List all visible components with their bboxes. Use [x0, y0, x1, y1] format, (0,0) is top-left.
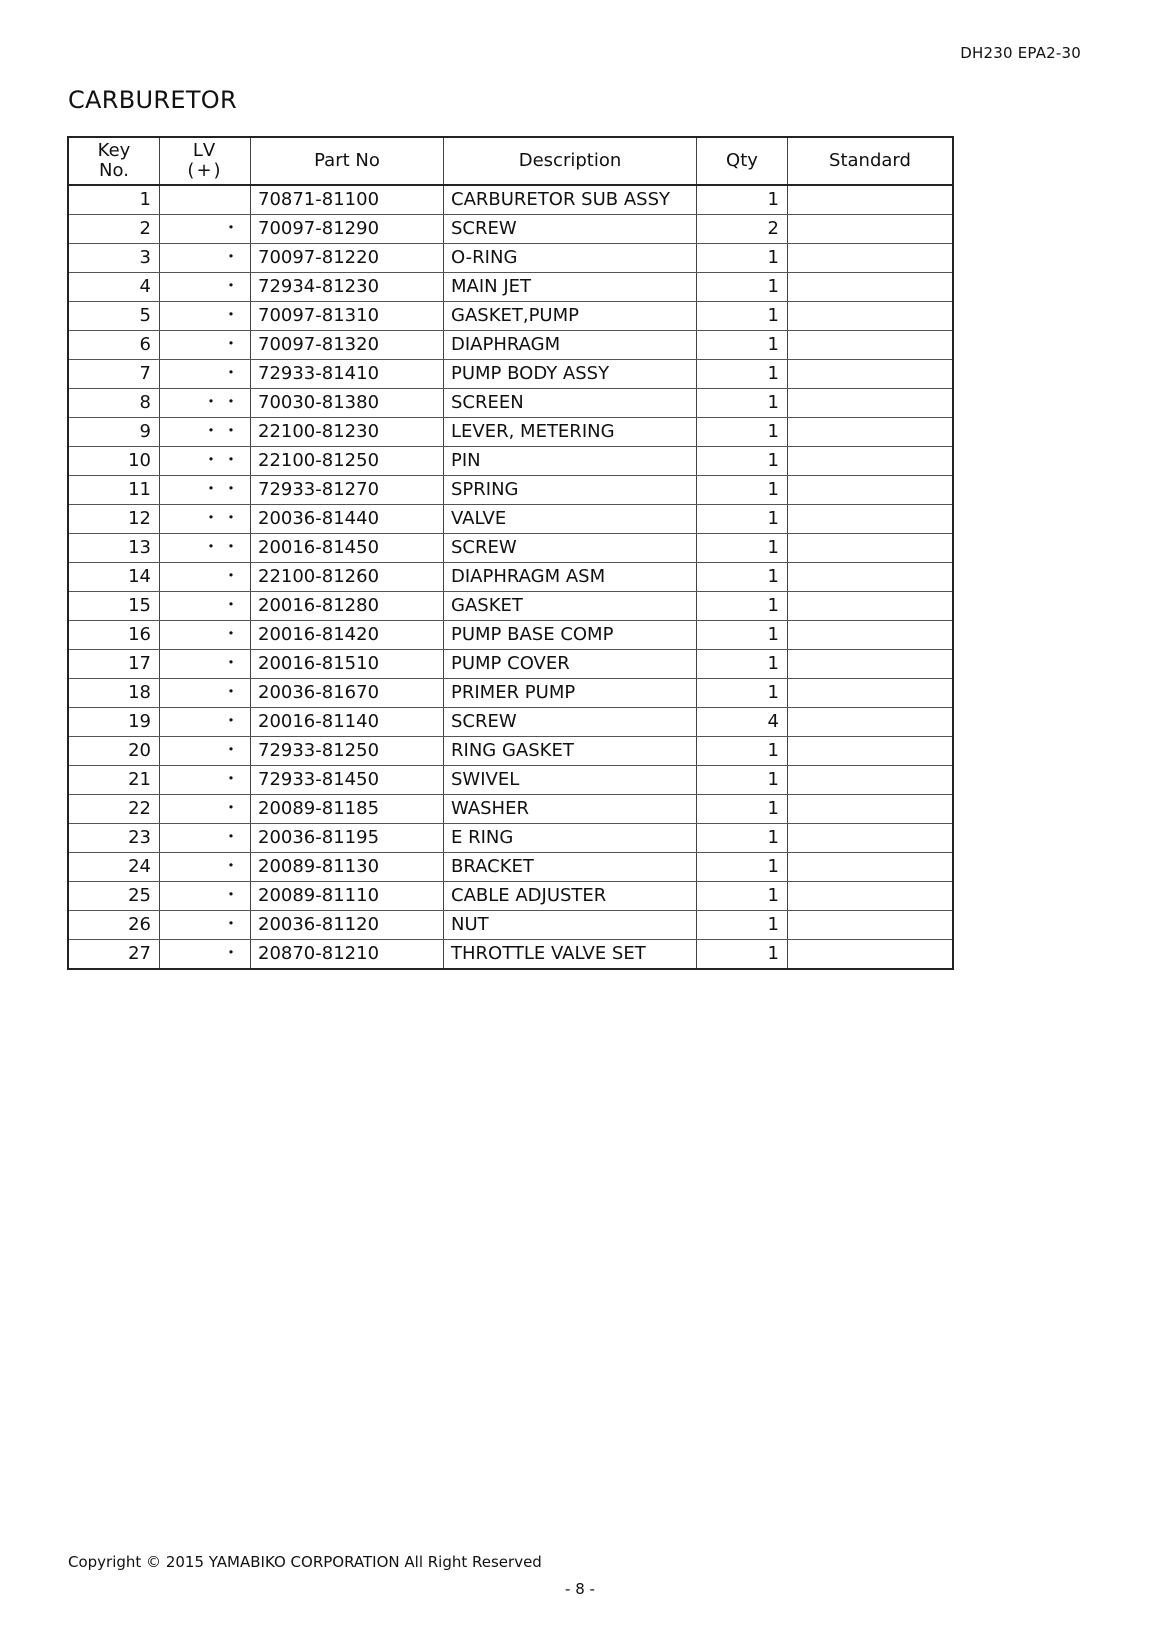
cell-part-no: 22100-81260: [251, 563, 444, 592]
cell-part-no: 20036-81120: [251, 911, 444, 940]
cell-standard: [788, 882, 954, 911]
cell-standard: [788, 853, 954, 882]
cell-key-no: 21: [68, 766, 160, 795]
cell-key-no: 22: [68, 795, 160, 824]
cell-part-no: 72933-81250: [251, 737, 444, 766]
table-row: [68, 215, 953, 244]
table-row: [68, 302, 953, 331]
cell-level: ・: [160, 331, 251, 360]
cell-key-no: 8: [68, 389, 160, 418]
parts-table: [67, 136, 954, 970]
cell-description: GASKET: [444, 592, 697, 621]
table-row: [68, 824, 953, 853]
cell-level: ・: [160, 563, 251, 592]
cell-key-no: 23: [68, 824, 160, 853]
cell-part-no: 72933-81450: [251, 766, 444, 795]
cell-level: ・: [160, 795, 251, 824]
cell-qty: 1: [697, 563, 788, 592]
cell-part-no: 20016-81420: [251, 621, 444, 650]
table-row: [68, 185, 953, 215]
table-row: [68, 273, 953, 302]
cell-level: ・・: [160, 418, 251, 447]
table-row: [68, 331, 953, 360]
cell-standard: [788, 331, 954, 360]
cell-level: ・: [160, 737, 251, 766]
cell-standard: [788, 679, 954, 708]
cell-qty: 1: [697, 534, 788, 563]
cell-qty: 1: [697, 795, 788, 824]
cell-key-no: 9: [68, 418, 160, 447]
cell-part-no: 70097-81310: [251, 302, 444, 331]
cell-standard: [788, 563, 954, 592]
cell-description: PUMP BODY ASSY: [444, 360, 697, 389]
column-header-lv: [160, 137, 251, 185]
page-number: - 8 -: [565, 1580, 595, 1598]
cell-part-no: 72934-81230: [251, 273, 444, 302]
cell-qty: 1: [697, 766, 788, 795]
cell-part-no: 20089-81185: [251, 795, 444, 824]
cell-key-no: 16: [68, 621, 160, 650]
cell-level: ・: [160, 708, 251, 737]
cell-description: CABLE ADJUSTER: [444, 882, 697, 911]
cell-qty: 1: [697, 447, 788, 476]
table-row: [68, 795, 953, 824]
cell-key-no: 18: [68, 679, 160, 708]
column-header-key-line1: Key: [97, 140, 131, 161]
cell-key-no: 2: [68, 215, 160, 244]
cell-part-no: 20016-81510: [251, 650, 444, 679]
cell-qty: 1: [697, 505, 788, 534]
cell-part-no: 20089-81110: [251, 882, 444, 911]
cell-standard: [788, 795, 954, 824]
cell-qty: 1: [697, 244, 788, 273]
cell-level: ・: [160, 911, 251, 940]
cell-description: SCREW: [444, 215, 697, 244]
parts-table-header: [68, 137, 953, 185]
cell-standard: [788, 273, 954, 302]
cell-level: ・: [160, 273, 251, 302]
cell-level: ・: [160, 215, 251, 244]
cell-qty: 1: [697, 853, 788, 882]
table-row: [68, 418, 953, 447]
cell-qty: 1: [697, 911, 788, 940]
cell-level: ・: [160, 244, 251, 273]
cell-description: CARBURETOR SUB ASSY: [444, 185, 697, 215]
cell-level: ・: [160, 650, 251, 679]
table-row: [68, 737, 953, 766]
cell-key-no: 6: [68, 331, 160, 360]
cell-description: DIAPHRAGM ASM: [444, 563, 697, 592]
table-row: [68, 679, 953, 708]
cell-description: SCREW: [444, 708, 697, 737]
cell-part-no: 20870-81210: [251, 940, 444, 970]
cell-standard: [788, 766, 954, 795]
cell-description: PRIMER PUMP: [444, 679, 697, 708]
cell-standard: [788, 360, 954, 389]
cell-description: BRACKET: [444, 853, 697, 882]
cell-key-no: 7: [68, 360, 160, 389]
cell-standard: [788, 476, 954, 505]
cell-key-no: 19: [68, 708, 160, 737]
table-row: [68, 882, 953, 911]
cell-part-no: 20016-81140: [251, 708, 444, 737]
cell-standard: [788, 302, 954, 331]
page-title: CARBURETOR: [68, 86, 237, 114]
cell-key-no: 20: [68, 737, 160, 766]
column-header-standard: Standard: [788, 137, 954, 185]
cell-part-no: 72933-81270: [251, 476, 444, 505]
cell-level: ・: [160, 940, 251, 970]
cell-standard: [788, 592, 954, 621]
cell-key-no: 5: [68, 302, 160, 331]
cell-qty: 1: [697, 185, 788, 215]
cell-level: ・: [160, 882, 251, 911]
cell-part-no: 70097-81290: [251, 215, 444, 244]
cell-qty: 1: [697, 824, 788, 853]
cell-standard: [788, 244, 954, 273]
cell-qty: 1: [697, 737, 788, 766]
table-row: [68, 708, 953, 737]
cell-description: SPRING: [444, 476, 697, 505]
cell-qty: 1: [697, 940, 788, 970]
cell-key-no: 1: [68, 185, 160, 215]
table-row: [68, 621, 953, 650]
table-row: [68, 563, 953, 592]
cell-standard: [788, 911, 954, 940]
column-header-description: Description: [444, 137, 697, 185]
cell-qty: 1: [697, 418, 788, 447]
cell-standard: [788, 389, 954, 418]
cell-key-no: 14: [68, 563, 160, 592]
cell-qty: 1: [697, 679, 788, 708]
cell-part-no: 70097-81320: [251, 331, 444, 360]
table-row: [68, 476, 953, 505]
cell-qty: 1: [697, 882, 788, 911]
cell-standard: [788, 505, 954, 534]
cell-standard: [788, 185, 954, 215]
column-header-key-line2: No.: [99, 160, 129, 181]
cell-qty: 4: [697, 708, 788, 737]
table-row: [68, 650, 953, 679]
cell-level: ・・: [160, 505, 251, 534]
cell-key-no: 13: [68, 534, 160, 563]
table-row: [68, 940, 953, 970]
cell-key-no: 27: [68, 940, 160, 970]
cell-standard: [788, 215, 954, 244]
header-row: [68, 137, 953, 185]
cell-description: PIN: [444, 447, 697, 476]
cell-part-no: 20036-81440: [251, 505, 444, 534]
cell-qty: 1: [697, 331, 788, 360]
cell-part-no: 20016-81450: [251, 534, 444, 563]
cell-level: ・・: [160, 389, 251, 418]
cell-qty: 1: [697, 360, 788, 389]
cell-part-no: 22100-81250: [251, 447, 444, 476]
cell-part-no: 22100-81230: [251, 418, 444, 447]
cell-level: ・・: [160, 476, 251, 505]
cell-qty: 1: [697, 273, 788, 302]
cell-key-no: 26: [68, 911, 160, 940]
column-header-lv-line2: (+): [187, 160, 223, 181]
cell-part-no: 20036-81195: [251, 824, 444, 853]
cell-description: SWIVEL: [444, 766, 697, 795]
cell-qty: 2: [697, 215, 788, 244]
cell-key-no: 4: [68, 273, 160, 302]
parts-table-body: [68, 185, 953, 969]
cell-standard: [788, 708, 954, 737]
cell-description: RING GASKET: [444, 737, 697, 766]
cell-key-no: 17: [68, 650, 160, 679]
cell-standard: [788, 650, 954, 679]
cell-standard: [788, 824, 954, 853]
cell-part-no: 70097-81220: [251, 244, 444, 273]
cell-standard: [788, 940, 954, 970]
cell-level: ・: [160, 592, 251, 621]
cell-key-no: 12: [68, 505, 160, 534]
cell-standard: [788, 621, 954, 650]
cell-description: THROTTLE VALVE SET: [444, 940, 697, 970]
table-row: [68, 244, 953, 273]
table-row: [68, 389, 953, 418]
cell-qty: 1: [697, 621, 788, 650]
cell-key-no: 24: [68, 853, 160, 882]
column-header-key-no: [68, 137, 160, 185]
table-row: [68, 360, 953, 389]
cell-qty: 1: [697, 592, 788, 621]
cell-key-no: 15: [68, 592, 160, 621]
column-header-part-no: Part No: [251, 137, 444, 185]
cell-level: ・: [160, 360, 251, 389]
cell-description: NUT: [444, 911, 697, 940]
cell-standard: [788, 737, 954, 766]
cell-part-no: 72933-81410: [251, 360, 444, 389]
cell-qty: 1: [697, 650, 788, 679]
column-header-qty: Qty: [697, 137, 788, 185]
cell-description: WASHER: [444, 795, 697, 824]
cell-description: SCREW: [444, 534, 697, 563]
cell-description: PUMP BASE COMP: [444, 621, 697, 650]
cell-description: PUMP COVER: [444, 650, 697, 679]
cell-standard: [788, 534, 954, 563]
cell-description: VALVE: [444, 505, 697, 534]
cell-level: ・: [160, 621, 251, 650]
cell-standard: [788, 418, 954, 447]
cell-description: LEVER, METERING: [444, 418, 697, 447]
cell-level: [160, 185, 251, 215]
cell-level: ・・: [160, 447, 251, 476]
cell-key-no: 11: [68, 476, 160, 505]
cell-description: O-RING: [444, 244, 697, 273]
cell-standard: [788, 447, 954, 476]
cell-description: E RING: [444, 824, 697, 853]
cell-part-no: 70030-81380: [251, 389, 444, 418]
cell-level: ・・: [160, 534, 251, 563]
cell-level: ・: [160, 766, 251, 795]
cell-key-no: 3: [68, 244, 160, 273]
cell-level: ・: [160, 302, 251, 331]
table-row: [68, 447, 953, 476]
cell-description: DIAPHRAGM: [444, 331, 697, 360]
table-row: [68, 505, 953, 534]
cell-part-no: 20089-81130: [251, 853, 444, 882]
cell-qty: 1: [697, 476, 788, 505]
cell-qty: 1: [697, 302, 788, 331]
table-row: [68, 766, 953, 795]
cell-key-no: 25: [68, 882, 160, 911]
cell-description: GASKET,PUMP: [444, 302, 697, 331]
cell-part-no: 70871-81100: [251, 185, 444, 215]
cell-qty: 1: [697, 389, 788, 418]
document-code: DH230 EPA2-30: [960, 44, 1081, 62]
column-header-lv-line1: LV: [192, 140, 218, 161]
cell-level: ・: [160, 824, 251, 853]
table-row: [68, 911, 953, 940]
cell-part-no: 20016-81280: [251, 592, 444, 621]
table-row: [68, 592, 953, 621]
cell-part-no: 20036-81670: [251, 679, 444, 708]
cell-level: ・: [160, 679, 251, 708]
cell-description: MAIN JET: [444, 273, 697, 302]
cell-key-no: 10: [68, 447, 160, 476]
copyright-notice: Copyright © 2015 YAMABIKO CORPORATION All Right Reserved: [68, 1553, 542, 1571]
cell-description: SCREEN: [444, 389, 697, 418]
table-row: [68, 534, 953, 563]
table-row: [68, 853, 953, 882]
cell-level: ・: [160, 853, 251, 882]
